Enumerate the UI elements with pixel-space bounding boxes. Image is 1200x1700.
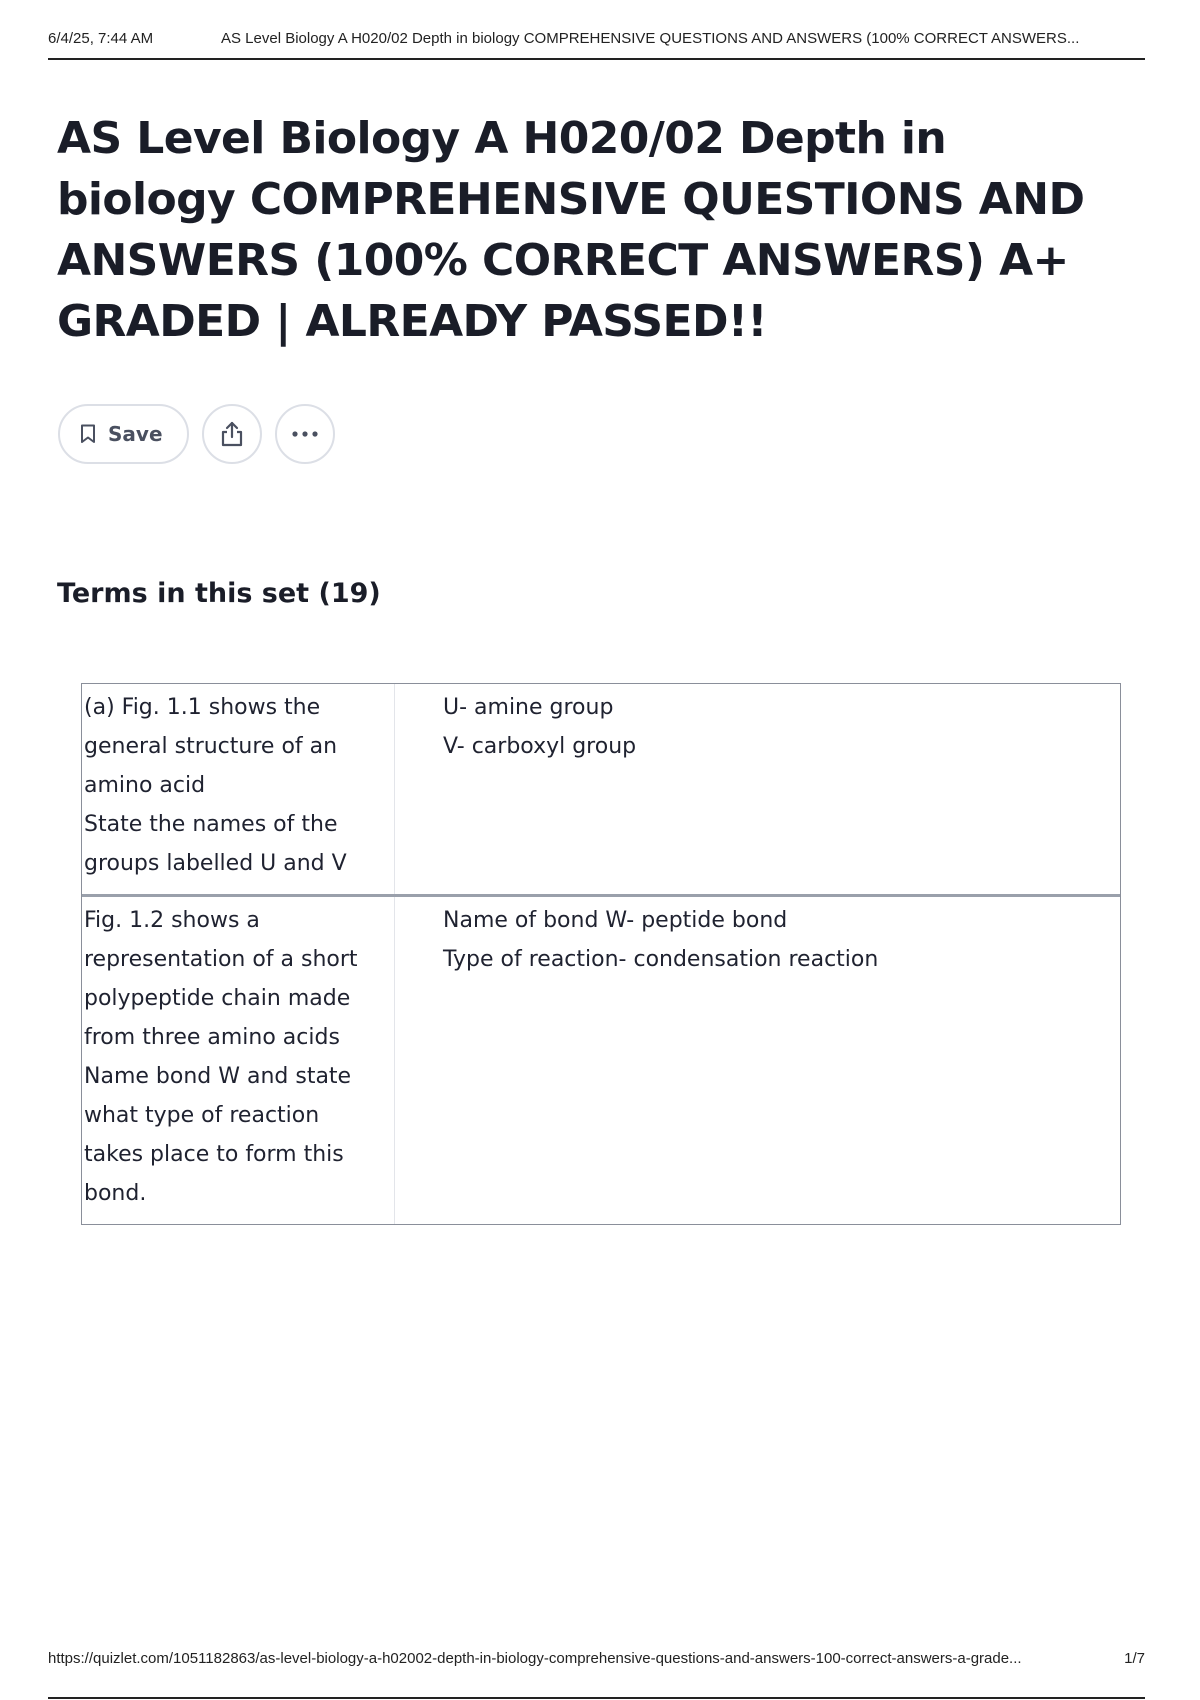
share-icon	[219, 420, 245, 448]
term-row	[82, 894, 1120, 1224]
share-button[interactable]	[202, 404, 262, 464]
save-button[interactable]	[58, 404, 189, 464]
footer-divider	[48, 1697, 1145, 1699]
print-footer	[48, 1648, 1145, 1698]
print-document-title: AS Level Biology A H020/02 Depth in biology COMPREHENSIVE QUESTIONS AND ANSWERS (100% CORRECT ANSWERS...	[221, 30, 1080, 47]
print-date: 6/4/25, 7:44 AM	[48, 30, 154, 47]
term-answer: Name of bond W- peptide bond Type of reaction- condensation reaction	[443, 908, 879, 972]
term-row	[82, 684, 1120, 894]
term-answer: U- amine group V- carboxyl group	[443, 695, 637, 759]
save-label: Save	[108, 422, 163, 446]
more-options-button[interactable]	[275, 404, 335, 464]
terms-list	[81, 683, 1121, 1225]
page-number: 1/7	[1124, 1650, 1145, 1667]
terms-heading: Terms in this set (19)	[57, 578, 381, 609]
print-header	[48, 28, 1145, 60]
term-question: (a) Fig. 1.1 shows the general structure of an amino acid State the names of the groups labelled U and V	[82, 684, 395, 894]
print-url: https://quizlet.com/1051182863/as-level-biology-a-h02002-depth-in-biology-comprehensive-questions-and-answers-100-correct-answers-a-grade...	[48, 1650, 1022, 1667]
more-options-icon	[291, 430, 319, 438]
term-question: Fig. 1.2 shows a representation of a short polypeptide chain made from three amino acids Name bond W and state what type of reaction takes place to form this bond.	[82, 897, 395, 1224]
page-title: AS Level Biology A H020/02 Depth in biology COMPREHENSIVE QUESTIONS AND ANSWERS (100% CORRECT ANSWERS) A+ GRADED | ALREADY PASSED!!	[57, 113, 1085, 347]
bookmark-icon	[80, 424, 96, 444]
set-actions	[58, 404, 335, 464]
